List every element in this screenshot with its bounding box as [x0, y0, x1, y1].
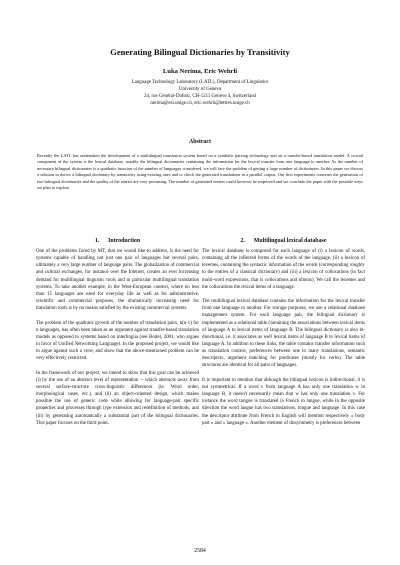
paper-authors: Luka Nerima, Eric Wehrli [162, 68, 238, 75]
affiliation-line: University of Geneva [178, 86, 222, 92]
paper-title: Generating Bilingual Dictionaries by Transitivity [110, 47, 290, 57]
paragraph: The problem of the quadratic growth of the number of translation pairs, n(n-1) for n languages, has often been taken as an argument against transfer-based translation models as opposed to systems based on interlingua (see Boitet, 2001, who argues in favor of Unified Networking Language). In the proposed project, we would like to argue against such a view, and show that the above-mentioned problem can be very effectively restricted. [36, 320, 199, 362]
paragraph: One of the problems faced by MT, that we would like to address, is the need for systems capable of handling not just one pair of languages but several pairs, ultimately a very large number of language pairs. The globalization of commercial and cultural exchanges, for instance over the Internet, creates an ever increasing demand for multilingual linguistic tools and in particular multilingual translation systems. To take another example, in the West-European context, where no less than 15 languages are used for everyday life as well as for administrative, scientific and commercial purposes, the dramatically increasing need for translation tools is by no means satisfied by the existing commercial systems. [36, 249, 199, 312]
left-column [36, 237, 199, 427]
paragraph: The lexical database is composed for each language of (i) a lexicon of words, containing all the inflected forms of the words of the language, (ii) a lexicon of lexemes, containing the syntactic information of the words (corresponding roughly to the entries of a classical dictionary) and (iii) a lexicon of collocations (in fact multi-word expressions, that is collocations and idioms). We call the lexemes and the collocations the lexical items of a language. [202, 249, 365, 290]
affiliation-line: 24, rue Général-Dufour, CH-1211 Genève 4, Switzerland [144, 93, 256, 99]
author-emails: nerima@esi.unige.ch, eric.wehrli@lettres.unige.ch [150, 100, 250, 106]
affiliation-line: Language Technology Laboratory (LATL), Department of Linguistics [131, 80, 269, 85]
abstract-heading: Abstract [189, 139, 211, 145]
section-heading-introduction: 1. Introduction [94, 238, 141, 244]
affiliation-block [0, 80, 400, 108]
paragraph: The multilingual lexical database contains the information for the lexical transfer from one language to another. For storage purposes, we use a relational database management system. For each language pair, the bilingual dictionary is implemented as a relational table containing the associations between lexical items of language A to lexical items of language B. The bilingual dictionary is also bi-directional, i.e. it associates as well lexical items of language B to lexical items of language A. In addition to these links, the table contains transfer information such as translation context, preferences between one to many translations, semantic descriptors, argument matching for predicates (mostly for verbs). The table structures are identical for all pairs of languages. [202, 299, 365, 369]
abstract-text: Recently the LATL has undertaken the development of a multilingual translation system based on a symbolic parsing technology and on a transfer-based translation model. A crucial component of the system is the lexical database, notably the bilingual dictionaries containing the information for the lexical transfer from one language to another. As the number of necessary bilingual dictionaries is a quadratic function of the number of languages considered, we will face the problem of getting a large number of dictionaries. In this paper we discuss a solution to derive a bilingual dictionary by transitivity using existing ones and to check the generated translations in a parallel corpus. Our first experiments concerns the generation of two bilingual dictionaries and the quality of the entries are very promising. The number of generated entries could however be improved and we conclude the paper with the possible ways we plan to explore. [37, 153, 363, 191]
paragraph: It is important to mention that although the bilingual lexicon is bidirectional, it is not symmetrical. If a word v from language A has only one translation w in language B, it doesn't necessarily mean that w has only one translation v. For instance the word tongue is translated in French to langue, while in the opposite direction the word langue has two translations, tongue and language. In this case the descriptor attribute from French to English will mention respectively « body part » and « language ». Another element of dissymmetry is preferences between [202, 377, 365, 426]
right-column [202, 237, 365, 427]
section-heading-lexical-database: 2. Multilingual lexical database [240, 238, 327, 244]
page-number: 2584 [194, 548, 206, 554]
paragraph: In the framework of our project, we intend to show that this goal can be achieved (i) by the use of an abstract level of representation -- which abstracts away from several surface-structure cross-linguistic differences (ie. Word order, morphological cases, etc.), and (ii) an object-oriented design, which makes possible the use of generic code while allowing for language-pair specific properties and processes through type extension and redefinition of methods, and (iii) by generating automatically a substantial part of the bilingual dictionaries. This paper focuses on the third point. [36, 370, 199, 426]
